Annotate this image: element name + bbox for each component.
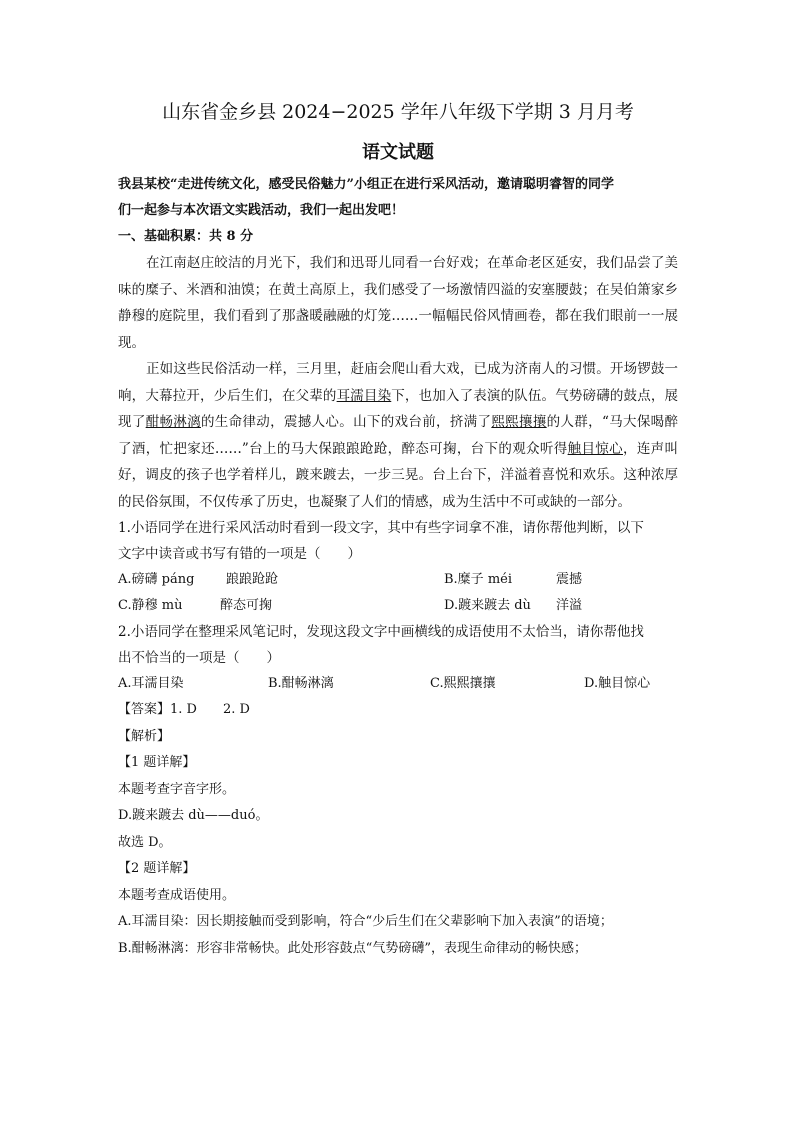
detail-2-line-3: B.酣畅淋漓：形容非常畅快。此处形容鼓点“气势磅礴”，表现生命律动的畅快感；	[118, 940, 587, 956]
option-b: B.酣畅淋漓	[268, 676, 334, 691]
intro-line-2: 们一起参与本次语文实践活动，我们一起出发吧！	[118, 203, 405, 218]
detail-1-line-1: 本题考查字音字形。	[118, 781, 236, 797]
passage-text: ，连声叫好，调皮的孩子也学着样儿，踱来踱去，一步三晃。台上台下，洋溢着喜悦和欢乐。这种浓厚的民俗氛围，不仅传承了历史，也凝聚了人们的情感，成为生活中不可或缺的一部分。	[118, 440, 679, 510]
passage-paragraph-1: 在江南赵庄皎洁的月光下，我们和迅哥儿同看一台好戏；在革命老区延安，我们品尝了美味的糜子、米酒和油馍；在黄土高原上，我们感受了一场激情四溢的安塞腰鼓；在吴伯箫家乡静穆的庭院里，我们看到了那盏暖融融的灯笼……一幅幅民俗风情画卷，都在我们眼前一一展现。	[118, 255, 678, 351]
option-d-word: D.踱来踱去 dù	[444, 598, 531, 613]
option-a-word: A.磅礴 páng	[118, 572, 195, 587]
question-2-stem-line-2: 出不恰当的一项是（ ）	[118, 650, 280, 666]
analysis-label: 【解析】	[118, 728, 171, 744]
question-2-stem-line-1: 2.小语同学在整理采风笔记时，发现这段文字中画横线的成语使用不太恰当，请你帮他找	[118, 624, 644, 640]
question-1-options-row-2	[118, 593, 678, 619]
page-title: 山东省金乡县 2024−2025 学年八年级下学期 3 月月考	[162, 101, 634, 123]
underlined-idiom: 酣畅淋漓	[145, 414, 201, 430]
option-d: D.触目惊心	[584, 676, 651, 691]
passage-text: 下，也加入了表演的队伍。气势磅礴的鼓点，展现了	[118, 387, 679, 430]
detail-2-line-1: 本题考查成语使用。	[118, 887, 236, 903]
section-heading: 一、基础积累：共 8 分	[118, 229, 254, 244]
option-a: A.耳濡目染	[118, 676, 184, 691]
passage-text: 的人群，“马大保喝醉了酒，忙把家还……”台上的马大保踉踉跄跄，醉态可掬，台下的观众听得	[118, 414, 679, 457]
intro-text	[118, 172, 678, 224]
option-a-word-2: 踉踉跄跄	[226, 572, 279, 587]
passage-text: 的生命律动，震撼人心。山下的戏台前，挤满了	[200, 414, 492, 430]
detail-2-heading: 【2 题详解】	[118, 861, 196, 876]
question-2	[118, 619, 678, 671]
intro-line-1: 我县某校“走进传统文化，感受民俗魅力”小组正在进行采风活动，邀请聪明睿智的同学	[118, 177, 614, 192]
option-c-word-2: 醉态可掬	[220, 598, 273, 613]
detail-1-heading: 【1 题详解】	[118, 755, 196, 770]
passage-text: 正如这些民俗活动一样，三月里，赶庙会爬山看大戏，已成为济南人的习惯。开场锣鼓一响，大幕拉开，少后生们，在父辈的	[118, 361, 678, 404]
page-subtitle: 语文试题	[362, 142, 434, 163]
question-2-options	[118, 671, 678, 697]
question-1-options-row-1	[118, 567, 678, 593]
document-page	[118, 98, 678, 962]
detail-1-line-3: 故选 D。	[118, 834, 172, 850]
passage-paragraph-2	[118, 356, 678, 515]
option-c: C.熙熙攘攘	[430, 676, 496, 691]
option-b-word: B.糜子 méi	[444, 572, 512, 587]
question-1	[118, 515, 678, 567]
option-d-word-2: 洋溢	[556, 598, 583, 613]
answer-label: 【答案】1. D 2. D	[118, 702, 250, 717]
underlined-idiom: 耳濡目染	[336, 387, 392, 404]
detail-1-line-2: D.踱来踱去 dù——duó。	[118, 808, 269, 823]
underlined-idiom: 触目惊心	[567, 440, 623, 457]
underlined-idiom: 熙熙攘攘	[491, 414, 547, 430]
question-1-stem-line-2: 文字中读音或书写有错的一项是（ ）	[118, 546, 361, 562]
option-b-word-2: 震撼	[556, 572, 583, 587]
option-c-word: C.静穆 mù	[118, 598, 183, 613]
detail-2-line-2: A.耳濡目染：因长期接触而受到影响，符合“少后生们在父辈影响下加入表演”的语境；	[118, 914, 613, 929]
question-1-stem-line-1: 1.小语同学在进行采风活动时看到一段文字，其中有些字词拿不准，请你帮他判断，以下	[118, 520, 644, 536]
